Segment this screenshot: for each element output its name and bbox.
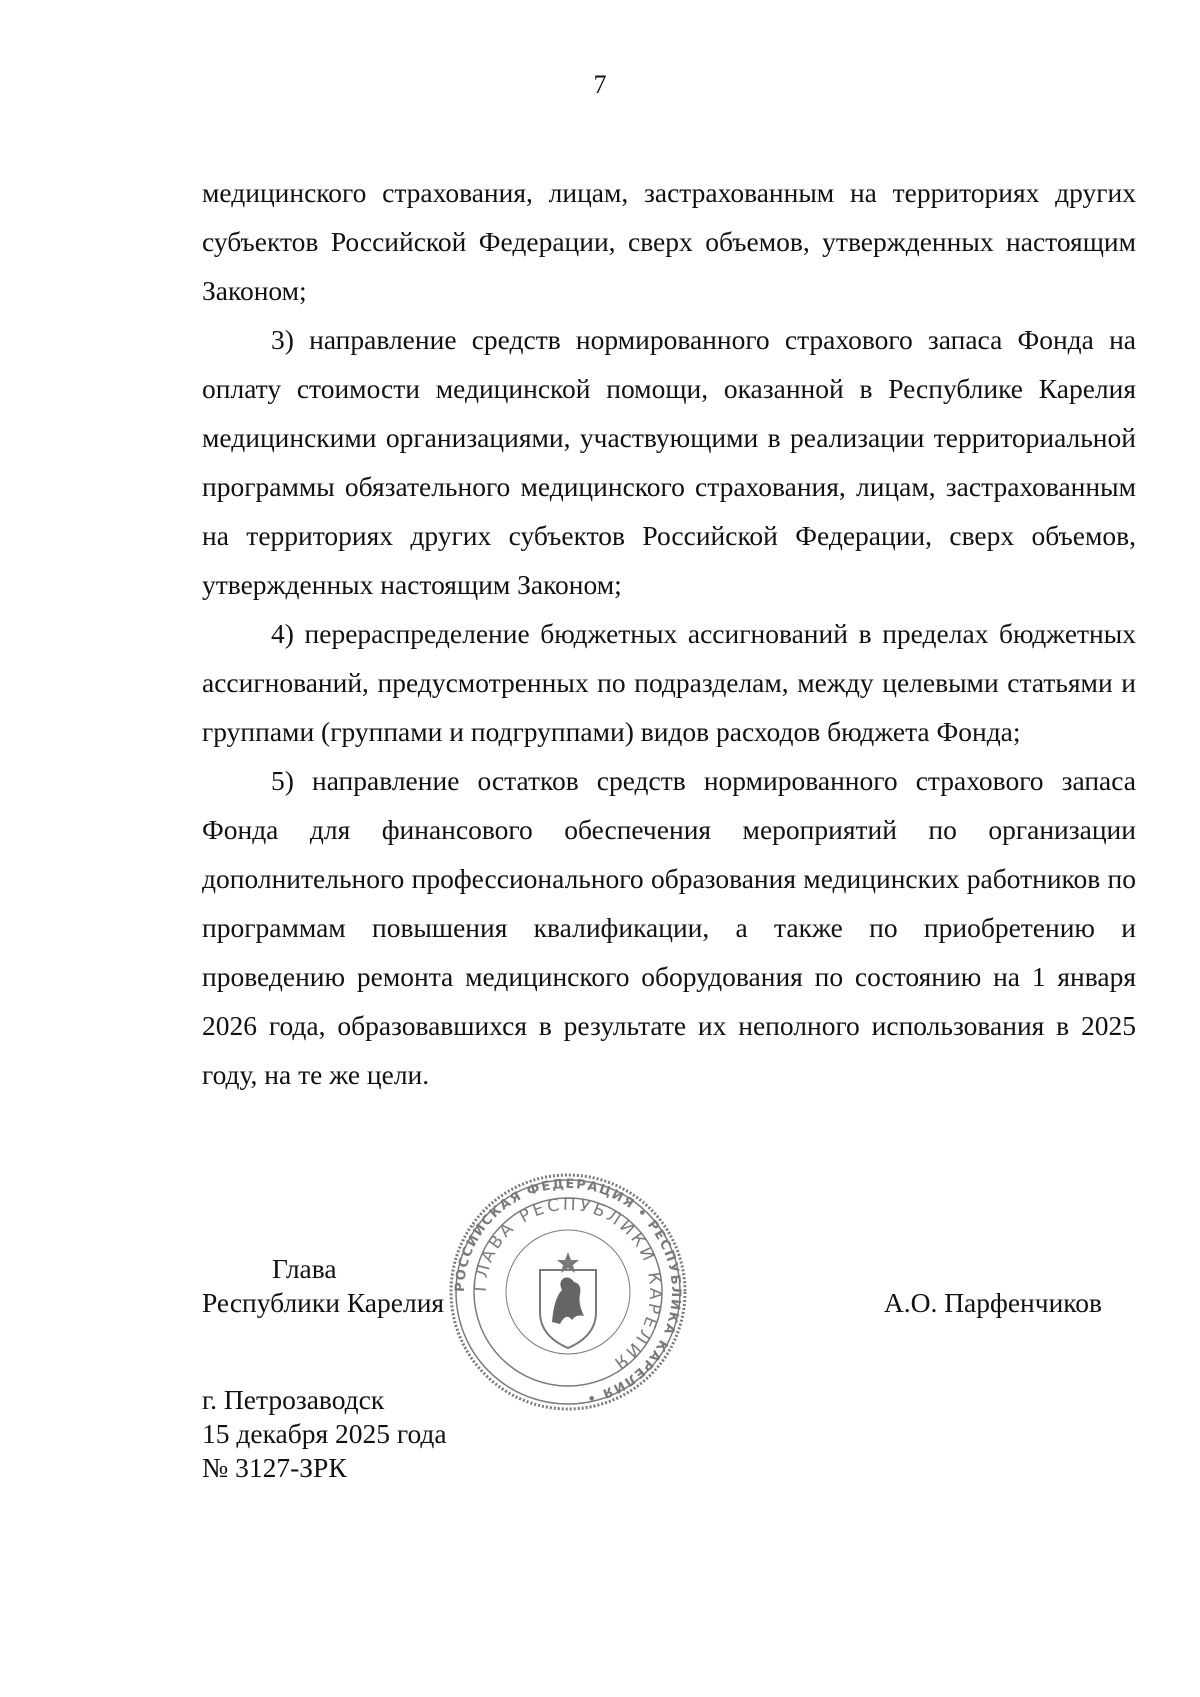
- paragraph-item-5: 5) направление остатков средств нормированного страхового запаса Фонда для финансового обеспечения мероприятий по организации дополнительного профессионального образования медицинских работников по программам повышения квалификации, а также по приобретению и проведению ремонта медицинского оборудования по состоянию на 1 января 2026 года, образовавшихся в результате их неполного использования в 2025 году, на те же цели.: [202, 765, 1136, 1090]
- official-seal: [448, 1172, 688, 1412]
- bear-coat-of-arms-icon: [540, 1252, 596, 1348]
- signature-title-line1: Глава: [272, 1253, 337, 1284]
- law-body-text: [202, 168, 1136, 1099]
- signing-date: 15 декабря 2025 года: [202, 1418, 447, 1449]
- signatory-name: А.О. Парфенчиков: [883, 1287, 1102, 1318]
- seal-outer-text: РОССИЙСКАЯ ФЕДЕРАЦИЯ • РЕСПУБЛИКА КАРЕЛИЯ •: [452, 1176, 684, 1406]
- paragraph-item-3: 3) направление средств нормированного страхового запаса Фонда на оплату стоимости медицинской помощи, оказанной в Республике Карелия медицинскими организациями, участвующими в реализации территориальной программы обязательного медицинского страхования, лицам, застрахованным на территориях других субъектов Российской Федерации, сверх объемов, утвержденных настоящим Законом;: [202, 324, 1136, 600]
- signing-city: г. Петрозаводск: [202, 1384, 385, 1415]
- law-number: № 3127-ЗРК: [202, 1452, 347, 1483]
- seal-inner-text: ГЛАВА РЕСПУБЛИКИ КАРЕЛИЯ: [470, 1194, 666, 1375]
- paragraph-continuation: медицинского страхования, лицам, застрахованным на территориях других субъектов Российской Федерации, сверх объемов, утвержденных настоящим Законом;: [202, 177, 1136, 306]
- place-date-number: [202, 1383, 447, 1485]
- paragraph-item-4: 4) перераспределение бюджетных ассигнований в пределах бюджетных ассигнований, предусмотренных по подразделам, между целевыми статьями и группами (группами и подгруппами) видов расходов бюджета Фонда;: [202, 618, 1136, 747]
- page-number: 7: [593, 70, 607, 99]
- signature-title-line2: Республики Карелия: [202, 1287, 445, 1318]
